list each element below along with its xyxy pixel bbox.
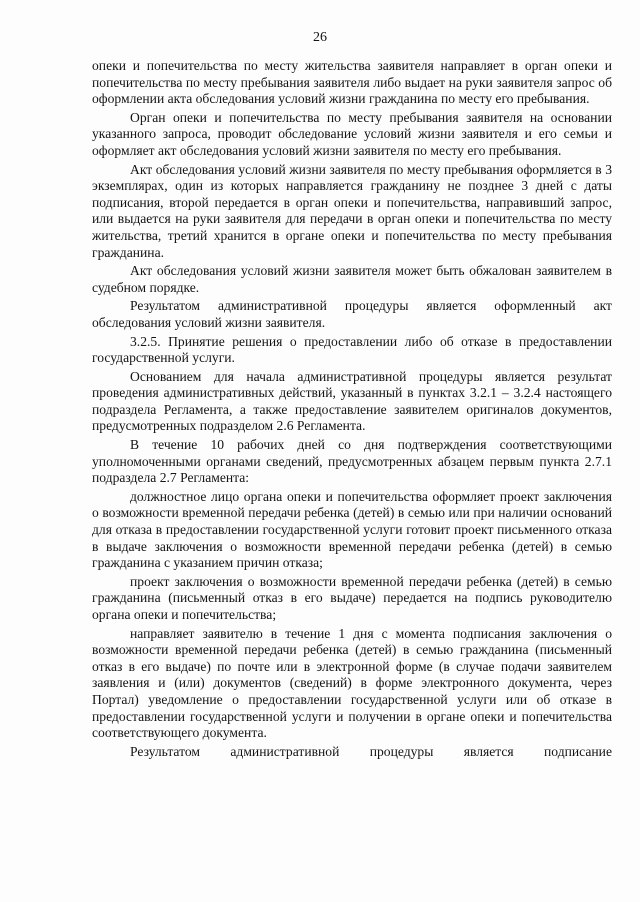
page-number: 26 [313, 30, 327, 45]
document-body [92, 58, 612, 762]
paragraph: направляет заявителю в течение 1 дня с момента подписания заключения о возможности временной передачи ребенка (детей) в семью гражданина (письменный отказ в его выдаче) по почте или в электронной форме (в случае подачи заявителем заявления и (или) документов (сведений) в форме электронного документа, через Портал) уведомление о предоставлении государственной услуги или об отказе в предоставлении государственной услуги и получении в органе опеки и попечительства соответствующего документа. [92, 625, 612, 741]
paragraph: Акт обследования условий жизни заявителя может быть обжалован заявителем в судебном порядке. [92, 263, 612, 295]
paragraph: должностное лицо органа опеки и попечительства оформляет проект заключения о возможности временной передачи ребенка (детей) в семью или при наличии оснований для отказа в предоставлении государственной услуги готовит проект письменного отказа в выдаче заключения о возможности временной передачи ребенка (детей) в семью гражданина с указанием причин отказа; [92, 488, 612, 571]
paragraph: проект заключения о возможности временной передачи ребенка (детей) в семью гражданина (письменный отказ в его выдаче) передается на подпись руководителю органа опеки и попечительства; [92, 573, 612, 622]
paragraph: Орган опеки и попечительства по месту пребывания заявителя на основании указанного запроса, проводит обследование условий жизни заявителя и его семьи и оформляет акт обследования условий жизни заявителя по месту его пребывания. [92, 109, 612, 158]
paragraph: Основанием для начала административной процедуры является результат проведения административных действий, указанный в пунктах 3.2.1 – 3.2.4 настоящего подраздела Регламента, а также предоставление заявителем оригиналов документов, предусмотренных подразделом 2.6 Регламента. [92, 368, 612, 434]
paragraph: Результатом административной процедуры является оформленный акт обследования условий жизни заявителя. [92, 298, 612, 330]
section-heading: 3.2.5. Принятие решения о предоставлении либо об отказе в предоставлении государственной услуги. [92, 333, 612, 366]
paragraph: В течение 10 рабочих дней со дня подтверждения соответствующими уполномоченными органами сведений, предусмотренных абзацем первым пункта 2.7.1 подраздела 2.7 Регламента: [92, 437, 612, 486]
paragraph: Результатом административной процедуры является подписание [130, 743, 612, 759]
paragraph: опеки и попечительства по месту жительства заявителя направляет в орган опеки и попечительства по месту пребывания заявителя либо выдает на руки заявителя запрос об оформлении акта обследования условий жизни гражданина по месту его пребывания. [92, 58, 612, 107]
paragraph: Акт обследования условий жизни заявителя по месту пребывания оформляется в 3 экземплярах, один из которых направляется гражданину не позднее 3 дней с даты подписания, второй передается в орган опеки и попечительства, направивший запрос, или выдается на руки заявителя для передачи в орган опеки и попечительства по месту жительства, третий хранится в органе опеки и попечительства по месту пребывания гражданина. [92, 161, 612, 260]
